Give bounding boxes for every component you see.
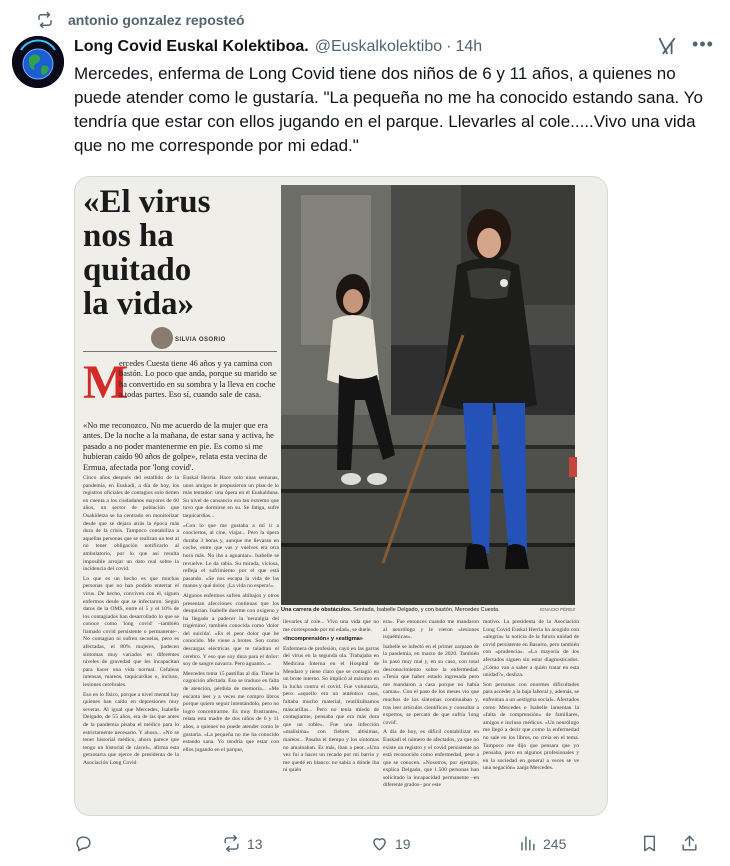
photo-caption — [281, 607, 575, 613]
article-lead-quote: «No me reconozco. No me acuerdo de la mujer que era antes. De la noche a la mañana, de estar sana y activa, he pasado a no poder mantenerme en pie. Es como si me hubieran caído 90 años de golpe», relata esta vecina de Ermua, afectada por 'long covid'. — [83, 421, 274, 472]
subheading: «Incomprensión» y «estigma» — [283, 636, 363, 643]
repost-text[interactable]: antonio gonzalez reposteó — [68, 12, 245, 28]
paragraph: Mercedes toma 15 pastillas al día. Tiene la cognición afectada. Eso se traduce en falta de atención, pérdida de memoria... «Me encanta leer y a veces me compro libros porque quiero seguir intentándolo, pero no logro concentrarme. Es muy frustrante», relata esta madre de dos niños de 6 y 11 años, a quienes no puede atender como le gustaría. «La pequeña no me ha conocido estando sana. Yo tendría que estar con ellos jugando en el parque, — [183, 670, 279, 753]
paragraph: Algunos enfermos sufren altibajos y otros presentan afecciones continuas que los desquician. Isabelle duerme con oxígeno y ha llegado a padecer la 'neuralgia del trigémino', también conocida como 'dolor del suicida'. «Es el peor dolor que he conocido. Me viene a brotes. Son como descargas eléctricas que te taladran el cerebro. Y eso que soy dura para el dolor: soy de sangre navarra. Pero aguanto...» — [183, 592, 279, 668]
divider — [83, 351, 277, 352]
repost-count: 13 — [247, 835, 263, 852]
paragraph: «Con lo que me gustaba a mí ir a conciertos, al cine, viajar... Pero la ópera duraba 3 horas y, aunque me llevaran en coche, entre que vas y vuelves era otra hora más. No iba a aguantar». Isabelle se revuelve. Le da rabia. Su mirada, viciosa, refleja el sufrimiento por el que está pasando. «Se nos escapa la vida de las manos y qué dolor. ¡La vida no espera!». — [183, 522, 279, 590]
article-photo — [281, 185, 575, 605]
reply-icon — [74, 834, 93, 853]
avatar-globe-icon — [12, 36, 64, 88]
repost-button[interactable] — [222, 834, 263, 853]
paragraph: Son personas con enormes dificultades para acceder a la baja laboral y, además, se enfrentan a un «estigma social». Afectados como Mercedes e Isabelle lamentan la «falta de comprensión» de familiares, amigos e incluso médicos. «Un neurólogo me llegó a decir que como la enfermedad no sale en los libros, no creía en el tema. Tampoco me dijo que pensara que yo pensaba, pero en algunos profesionales y en la sociedad en general a veces se ve una negación» zanja Mercedes. — [483, 681, 579, 772]
author-handle[interactable]: @Euskalkolektibo — [314, 38, 443, 55]
author-name[interactable]: Long Covid Euskal Kolektiboa. — [74, 38, 309, 55]
photo-credit: IGNACIO PÉREZ — [539, 607, 575, 612]
tweet-media[interactable] — [74, 176, 608, 816]
article-headline: «El virus nos ha quitado la vida» — [83, 184, 211, 322]
views-button[interactable] — [518, 834, 566, 853]
like-button[interactable] — [370, 834, 411, 853]
grok-icon[interactable] — [656, 35, 678, 57]
share-button[interactable] — [680, 834, 699, 853]
avatar[interactable] — [12, 36, 64, 88]
tweet-header — [74, 36, 714, 58]
article-column-1 — [83, 475, 179, 813]
photo-illustration — [281, 185, 575, 605]
byline-photo — [151, 327, 173, 349]
paragraph: A día de hoy, es difícil contabilizar en Euskadi el número de afectados, ya que no existe un registro y el covid persistente no está reconocido como enfermedad, pese a que se conocen. «Nosotros, por ejemplo, explica Delgado, que 1.500 personas han solicitado la incapacidad permanente –en diferente grados– por este — [383, 729, 479, 789]
caption-title: Una carrera de obstáculos. — [281, 607, 352, 613]
dropcap: M — [83, 356, 129, 409]
paragraph: Lo que es un hecho es que muchas personas que no han podido enterrar el virus. De hecho, conviven con él, siguen enfermos desde que se infectaron. Según datos de la OMS, entre el 5 y el 10% de los contagiados han desarrollado lo que se conoce como 'long covid' –también llamado covid persistente o permanente–. No contagian ni sufren secuelas, pero es afectadas, el 80% mujeres, padecen síntomas muy variados en diferentes niveles de gravedad que les incapacitan para hacer una vida normal. Cefaleas intensas, mareos, taquicardias o, incluso, lesiones cerebrales. — [83, 575, 179, 689]
paragraph: Cinco años después del estallido de la pandemia, en Euskadi, a día de hoy, los registros oficiales de contagios solo tienen en cuenta a los ciudadanos mayores de 60 años, un sector de población que Osakidetza se ha centrado en monitorizar desde que se dejara atrás la época más dura de la crisis. Tampoco contabiliza a aquellas personas que se realizan un test al no tener obligación notificarlo al ambulatorio, por lo que así resulta imposible arrojar un dato real sobre la incidencia del covid. — [83, 475, 179, 573]
caption-text: Sentada, Isabelle Delgado, y con bastón, Mercedes Cuesta. — [353, 607, 500, 613]
paragraph: era». Fue entonces cuando me mandaron al neurólogo y le vieron «lesiones isquémicas». — [383, 619, 479, 641]
paragraph: Euskal Herria. Hace solo unas semanas, unos amigos le propusieron un plan de lo más tentador: una ópera en el Euskalduna. Su nivel de cansancio era tan extremo que tuvo que dormirse en su. Se fatiga, sufre taquicardias... — [183, 475, 279, 519]
paragraph: llevarles al cole... Vivo una vida que no me corresponde por mi edad», se duele. — [283, 619, 379, 633]
article-byline: SILVIA OSORIO — [175, 337, 226, 343]
article-column-5 — [483, 619, 579, 813]
more-options-icon[interactable]: ••• — [692, 34, 714, 54]
article-column-3 — [283, 619, 379, 813]
like-count: 19 — [395, 835, 411, 852]
repost-icon — [222, 834, 241, 853]
timestamp[interactable]: 14h — [455, 38, 483, 55]
page-edge-marker — [569, 457, 577, 477]
share-icon — [680, 834, 699, 853]
repost-context[interactable] — [36, 10, 245, 30]
paragraph: motivo. La presidenta de la Asociación Long Covid Euskal Herria ha acogido con «alegría» la noticia de la futura unidad de covid persistente en Basurto, pero también con «prudencia». «La mayoría de los afectados siguen sin estar diagnosticados. ¿Cómo van a saber a quién tratar en esta unidad?», desliza. — [483, 619, 579, 679]
views-icon — [518, 834, 537, 853]
tweet-actions — [74, 826, 714, 860]
views-count: 245 — [543, 835, 567, 852]
paragraph: Enfermera de profesión, cayó en las garras del virus en la segunda ola. Trabajaba en Medicina Interna en el Hospital de Mendaro y tiene claro que se contagió en un brote interno. So implicó al máximo en la lucha contra el covid. Fue voluntaria, pero «aquello era un auténtico caos, faltaba mucho material, reutilizábamos mascarillas... Pero no tenía miedo de contagiarme, pensaba que era más dura que un roble». Fue una infección «malísima» con fiebres altísimas, mareos... Pasaba el tiempo y los síntomas no amainaban. Es más, iban a peor. «Una vez fui a hacer un recado por mi barrio y me quedé en blanco: no sabía a dónde iba ni quién — [283, 645, 379, 774]
newspaper-page — [75, 177, 608, 816]
article-lead: ercedes Cuesta tiene 46 años y ya camina con bastón. Lo poco que anda, porque su marido se ha convertido en su sombra y la lleva en coche a todas partes. Eso sí, cuando sale de casa. — [119, 359, 277, 400]
heart-icon — [370, 834, 389, 853]
paragraph: Isabelle se infectó en el primer zarpazo de la pandemia, en marzo de 2020. También lo pasó muy mal y, en su caso, con total desconocimiento sobre la enfermedad. «Tenía que haber estado ingresada pero me mandaron a casa porque no había camas». Con el paso de los meses vio que muchos de los síntomas continuaban y, tras leer artículos científicos y consultar a expertos, se percató de que sufría 'long covid'. — [383, 643, 479, 726]
article-column-4 — [383, 619, 479, 813]
bookmark-icon — [640, 834, 659, 853]
tweet-text: Mercedes, enferma de Long Covid tiene dos niños de 6 y 11 años, a quienes no puede atender como le gustaría. "La pequeña no me ha conocido estando sana. Yo tendría que estar con ellos jugando en el parque. Llevarles al cole.....Vivo una vida que no me corresponde por mi edad." — [74, 64, 703, 155]
reply-button[interactable] — [74, 834, 99, 853]
repost-icon — [36, 11, 54, 29]
bookmark-button[interactable] — [640, 834, 659, 853]
article-column-2 — [183, 475, 279, 813]
separator-dot: · — [446, 38, 452, 55]
paragraph: Eso en lo físico, porque a nivel mental hay quienes han caído en depresiones muy severas. Al igual que Mercedes, Isabelle Delgado, de 55 años, era de las que antes de la pandemia pisaba el médico para lo estrictamente necesario. Y ahora... «No se tener historial médico, ahora parece que tengo un historial de cárcel», afirma esta getxotarra que ejerce de presidenta de la Asociación Long Covid — [83, 691, 179, 766]
